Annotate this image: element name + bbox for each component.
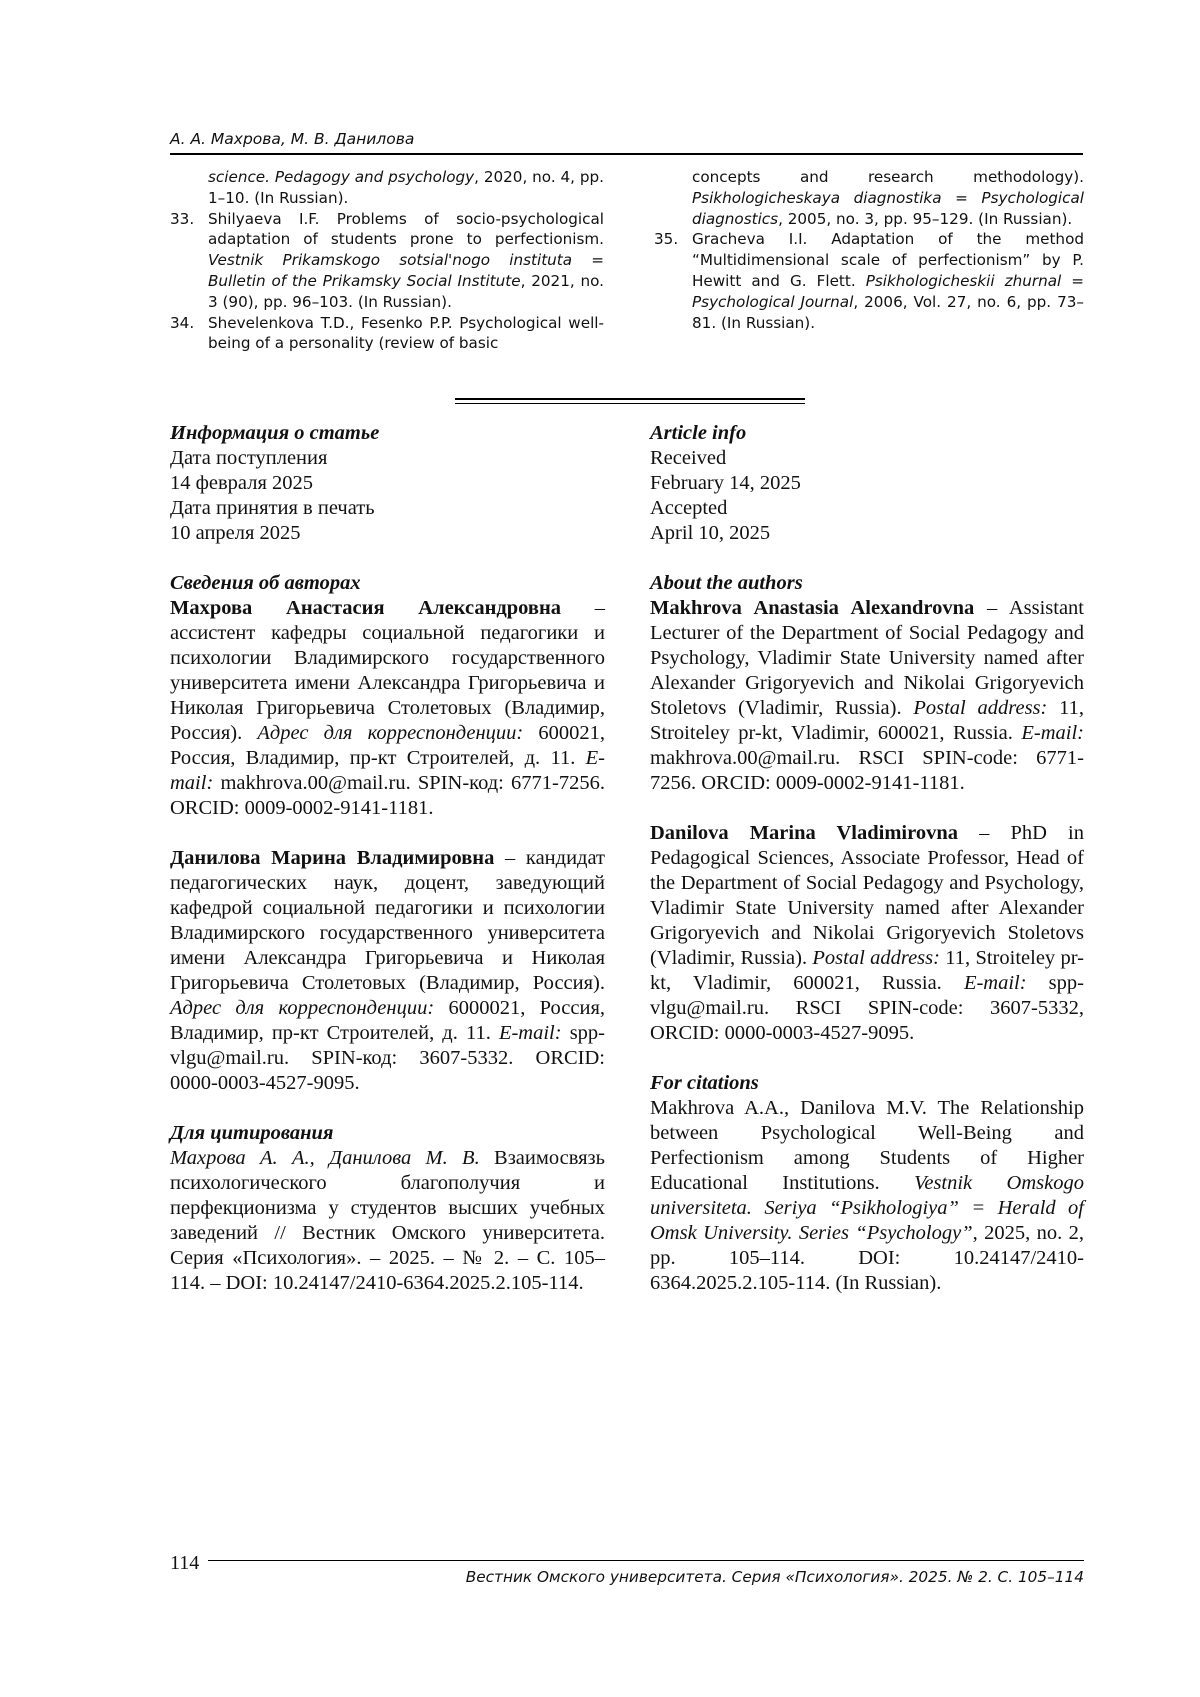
section-title: Article info [650, 422, 747, 444]
email-and-ids: spp-vlgu@mail.ru. RSCI SPIN-code: 3607-5332, ORCID: 0000-0003-4527-9095. [650, 972, 1084, 1044]
page-number: 114 [170, 1552, 200, 1574]
references-left-column [170, 167, 604, 354]
reference-32-tail [170, 167, 604, 209]
reference-33 [170, 209, 604, 313]
reference-number: 35. [654, 230, 679, 249]
address: 11, Stroiteley pr-kt, Vladimir, 600021, Russia. [650, 697, 1084, 744]
address: 600021, Россия, Владимир, пр-кт Строителей, д. 11. [170, 722, 606, 769]
author-2-en [650, 821, 1084, 1046]
reference-text: Gracheva I.I. Adaptation of the method “Multidimensional scale of perfectionism” by P. Hewitt and G. Flett. [692, 230, 1084, 290]
reference-italic: Vestnik Prikamskogo sotsial'nogo instituta = Bulletin of the Prikamsky Social Institute [208, 251, 604, 290]
article-info-ru-column [170, 421, 605, 1321]
section-title: Сведения об авторах [170, 572, 361, 594]
received-label: Дата поступления [170, 447, 328, 469]
author-name: Махрова Анастасия Александровна [170, 597, 562, 619]
email-label: E-mail: [1021, 722, 1084, 744]
article-info-en [650, 421, 1084, 546]
email-and-ids: makhrova.00@mail.ru. SPIN-код: 6771-7256. ORCID: 0009-0002-9141-1181. [170, 772, 605, 819]
citation-text-en [650, 1096, 1084, 1296]
author-1-ru [170, 596, 605, 821]
section-title: Информация о статье [170, 422, 380, 444]
email-label: E-mail: [963, 972, 1027, 994]
reference-34 [170, 313, 604, 355]
footer-rule [208, 1560, 1084, 1561]
author-description: – кандидат педагогических наук, доцент, заведующий кафедрой социальной педагогики и психологии Владимирского государственного университета имени Александра Григорьевича и Николая Григорьевича Столетовых (Владимир, Россия). [170, 847, 605, 994]
authors-en [650, 571, 1084, 796]
reference-italic: science. Pedagogy and psychology [208, 168, 475, 186]
author-description: – ассистент кафедры социальной педагогики и психологии Владимирского государственного университета имени Александра Григорьевича и Николая Григорьевича Столетовых (Владимир, Россия). [170, 597, 606, 744]
address-label: Адрес для корреспонденции: [170, 997, 435, 1019]
author-1-en [650, 596, 1084, 796]
citation-body: Взаимосвязь психологического благополучия и перфекционизма у студентов высших учебных заведений // Вестник Омского университета. Серия «Психология». – 2025. – № 2. – С. 105–114. – DOI: 10.24147/2410-6364.2025.2.105-114. [170, 1147, 605, 1294]
reference-number: 33. [170, 209, 195, 228]
article-info-en-column [650, 421, 1084, 1321]
section-title: Для цитирования [170, 1122, 334, 1144]
references-right-column [654, 167, 1084, 333]
accepted-label: Accepted [650, 497, 728, 519]
email-label: E-mail: [498, 1022, 562, 1044]
reference-italic: Psikhologicheskii zhurnal = Psychological Journal [692, 271, 1084, 311]
reference-text-rest: , 2006, Vol. 27, no. 6, pp. 73–81. (In Russian). [692, 292, 1084, 332]
author-name: Danilova Marina Vladimirovna [650, 822, 958, 844]
author-name: Данилова Марина Владимировна [170, 847, 495, 869]
citation-text-ru [170, 1146, 605, 1296]
address-label: Postal address: [913, 697, 1048, 719]
reference-text: , 2020, no. 4, pp. 1–10. (In Russian). [208, 168, 604, 207]
author-description: – PhD in Pedagogical Sciences, Associate Professor, Head of the Department of Social Pedagogy and Psychology, Vladimir State University named after Alexander Grigoryevich and Nikolai Grigoryevich Stoletovs (Vladimir, Russia). [650, 822, 1084, 969]
accepted-date: 10 апреля 2025 [170, 522, 301, 544]
email-and-ids: spp-vlgu@mail.ru. SPIN-код: 3607-5332. ORCID: 0000-0003-4527-9095. [170, 1022, 605, 1094]
reference-34-tail [654, 167, 1084, 229]
running-header: А. А. Махрова, М. В. Данилова [170, 130, 415, 148]
citation-body: Makhrova A.A., Danilova M.V. The Relationship between Psychological Well-Being and Perfectionism among Students of Higher Educational Institutions. [650, 1097, 1084, 1194]
address: 6000021, Россия, Владимир, пр-кт Строителей, д. 11. [170, 997, 605, 1044]
reference-number: 34. [170, 313, 195, 332]
received-label: Received [650, 447, 727, 469]
reference-text: concepts and research methodology). [692, 168, 1084, 186]
citation-authors: Махрова А. А., Данилова М. В. [170, 1147, 480, 1169]
reference-text-rest: , 2021, no. 3 (90), pp. 96–103. (In Russian). [208, 271, 604, 311]
author-2-ru [170, 846, 605, 1096]
reference-italic: Psikhologicheskaya diagnostika = Psychological diagnostics [692, 188, 1084, 228]
accepted-label: Дата принятия в печать [170, 497, 375, 519]
article-info-ru [170, 421, 605, 546]
citation-journal: Vestnik Omskogo universiteta. Seriya “Psikhologiya” = Herald of Omsk University. Series “Psychology” [650, 1172, 1084, 1244]
section-title: For citations [650, 1072, 759, 1094]
email-label: E-mail: [170, 747, 605, 794]
section-title: About the authors [650, 572, 803, 594]
received-date: 14 февраля 2025 [170, 472, 313, 494]
reference-35 [654, 229, 1084, 333]
reference-text: Shilyaeva I.F. Problems of socio-psychological adaptation of students prone to perfectionism. [208, 209, 604, 249]
address-label: Адрес для корреспонденции: [257, 722, 524, 744]
reference-text-rest: , 2005, no. 3, pp. 95–129. (In Russian). [778, 209, 1073, 228]
authors-ru [170, 571, 605, 821]
citation-body-rest: , 2025, no. 2, pp. 105–114. DOI: 10.24147/2410-6364.2025.2.105-114. (In Russian). [650, 1222, 1085, 1294]
header-rule [170, 153, 1083, 155]
reference-text: Shevelenkova T.D., Fesenko P.P. Psychological well-being of a personality (review of basic [208, 313, 604, 353]
address-label: Postal address: [812, 947, 940, 969]
journal-footer: Вестник Омского университета. Серия «Психология». 2025. № 2. С. 105–114 [465, 1568, 1084, 1586]
citation-ru [170, 1121, 605, 1296]
citation-en [650, 1071, 1084, 1296]
author-description: – Assistant Lecturer of the Department of Social Pedagogy and Psychology, Vladimir State University named after Alexander Grigoryevich and Nikolai Grigoryevich Stoletovs (Vladimir, Russia). [650, 597, 1084, 719]
section-divider-thick [455, 398, 805, 400]
author-name: Makhrova Anastasia Alexandrovna [650, 597, 975, 619]
email-and-ids: makhrova.00@mail.ru. RSCI SPIN-code: 6771-7256. ORCID: 0009-0002-9141-1181. [650, 747, 1084, 794]
address: 11, Stroiteley pr-kt, Vladimir, 600021, Russia. [650, 947, 1084, 994]
section-divider-thin [455, 403, 805, 404]
received-date: February 14, 2025 [650, 472, 801, 494]
accepted-date: April 10, 2025 [650, 522, 771, 544]
